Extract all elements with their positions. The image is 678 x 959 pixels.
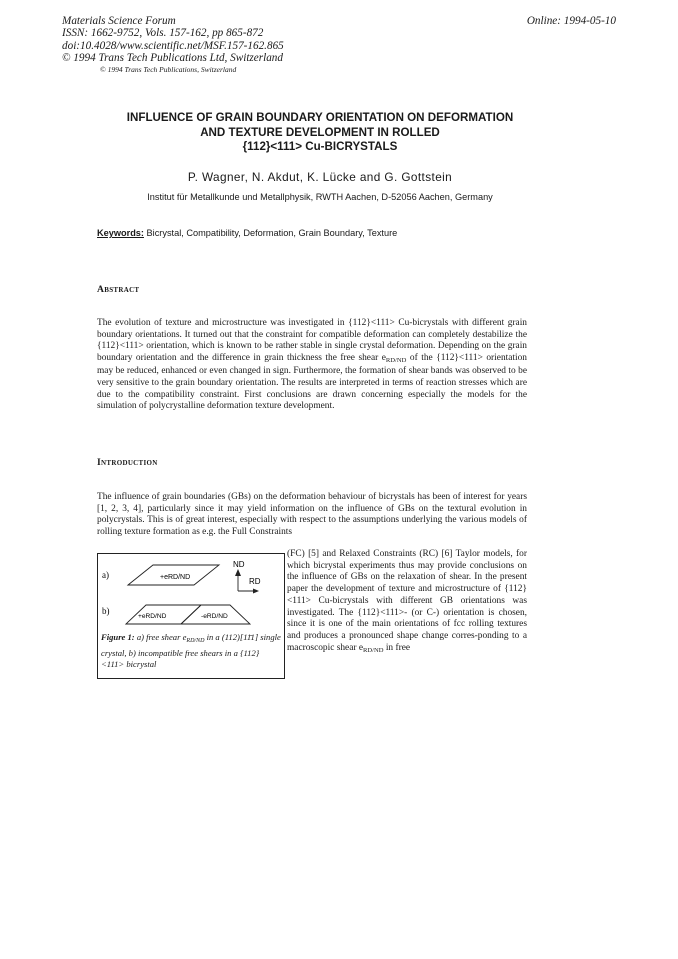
abstract-subscript: RD/ND [385,356,407,364]
abstract-part-2: of the {112}<111> orientation may be reduced, enhanced or even changed in sign. Furthermore, the formation of shear bands was observed to be very sensitive to the grain boundary orientation. The results are interpreted in terms of reaction stresses which are due to the compatibility constraint. First conclusions are drawn concerning especially the models for the simulation of polycrystalline deformation texture development. [97,352,527,412]
abstract-part-1: The evolution of texture and microstructure was investigated in {112}<111> Cu-bicrystals with different grain boundary orientations. It turned out that the constraint for compatible deformation can completely destabilize the {112}<111> orientation, which is known to be rather stable in single crystal deformation. Depending on the grain boundary orientation and the difference in grain thickness the free shear e [97,318,527,363]
nd-arrow-head [235,569,241,576]
rd-axis-label: RD [249,577,261,586]
keywords-text: Bicrystal, Compatibility, Deformation, Grain Boundary, Texture [146,228,398,238]
keywords-label: Keywords: [97,228,144,238]
introduction-column [287,549,527,656]
copyright-line: © 1994 Trans Tech Publications Ltd, Switzerland [62,52,283,65]
figure-caption-subscript: RD/ND [186,638,205,644]
introduction-heading: Introduction [97,457,158,468]
title-line-1: INFLUENCE OF GRAIN BOUNDARY ORIENTATION ON DEFORMATION [126,111,514,124]
publication-meta [62,15,284,65]
issn-line: ISSN: 1662-9752, Vols. 157-162, pp 865-872 [62,27,264,40]
shear-label-b2: -eRD/ND [201,613,228,620]
rd-arrow-head [253,589,259,594]
keywords [97,228,397,238]
figure-label-b: b) [102,606,110,616]
figure-caption [101,632,281,671]
online-date: Online: 1994-05-10 [526,15,616,27]
affiliation: Institut für Metallkunde und Metallphysik, RWTH Aachen, D-52056 Aachen, Germany [147,192,493,202]
introduction-text: The influence of grain boundaries (GBs) on the deformation behaviour of bicrystals has been of interest for years [1, 2, 3, 4], particularly since it may yield information on the influence of GBs on the textural evolution in polycrystals. This is of great interest, especially with respect to the assumptions underlying the various models of rolling texture formation as e.g. the Full Constraints [97,492,527,537]
figure-1 [97,553,285,679]
nd-axis-label: ND [233,560,245,569]
column-part-2: in free [383,642,411,653]
shear-label-b1: +eRD/ND [138,613,167,620]
doi-line: doi:10.4028/www.scientific.net/MSF.157-162.865 [62,39,284,52]
figure-caption-label: Figure 1: [101,632,135,642]
abstract-body [97,318,527,413]
figure-caption-a: a) free shear e [134,632,187,642]
copyright-small: © 1994 Trans Tech Publications, Switzerland [100,65,237,74]
figure-label-a: a) [102,570,109,580]
column-subscript: RD/ND [363,646,384,654]
journal-name: Materials Science Forum [62,15,176,27]
column-part-1: (FC) [5] and Relaxed Constraints (RC) [6] Taylor models, for which bicrystal experiments thus may provide conclusions on the influence of GBs on the relaxation of shear. In the present paper the development of texture and microstructure of {112}<111> Cu-bicrystals with different GB orientations was investigated. The {112}<111>- (or C-) orientation is chosen, since it is one of the main orientations of fcc rolling textures and produces a pronounced shape change corres-ponding to a macroscopic shear e [287,549,527,653]
shear-label-a: +eRD/ND [160,574,191,581]
paper-title [90,111,550,155]
title-line-3: {112}<111> Cu-BICRYSTALS [242,140,398,154]
authors: P. Wagner, N. Akdut, K. Lücke and G. Gottstein [187,170,453,184]
figure-caption-b: in a (112)[11̄1] single crystal, b) incompatible free shears in a {112}<111> bicrystal [101,632,281,670]
abstract-heading: Abstract [97,284,140,295]
introduction-body [97,492,527,538]
title-line-2: AND TEXTURE DEVELOPMENT IN ROLLED [200,125,440,139]
